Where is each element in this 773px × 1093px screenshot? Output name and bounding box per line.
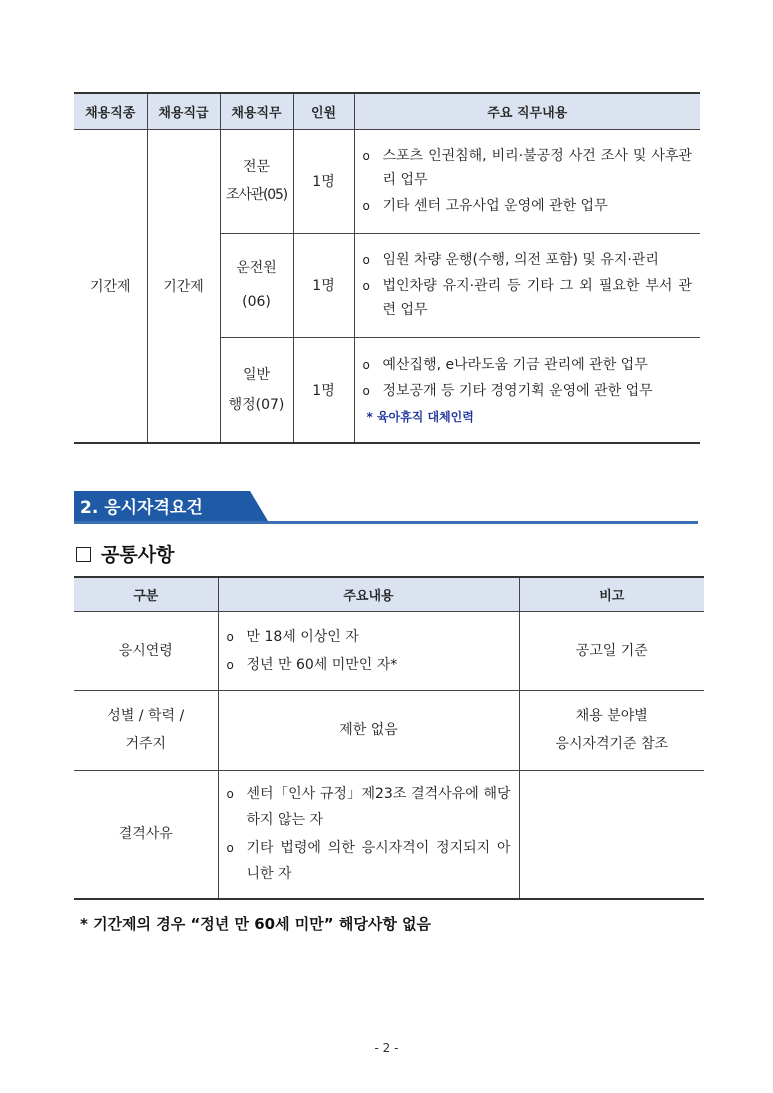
- list-item: [227, 652, 511, 678]
- bullet-icon: o: [362, 383, 370, 398]
- remark-line: 채용 분야별: [575, 708, 648, 724]
- job-duty-line: 운전원: [236, 260, 277, 276]
- table-row: [74, 690, 704, 770]
- category-line: 성별 / 학력 /: [107, 708, 185, 724]
- table-row: [74, 770, 704, 899]
- subsection-title: [76, 540, 174, 567]
- category-cell: [74, 690, 218, 770]
- bullet-icon: o: [362, 199, 370, 213]
- content-cell: [218, 611, 519, 690]
- job-grade-cell: 기간제: [147, 129, 220, 443]
- header-job-duty: 채용직무: [220, 93, 293, 129]
- duty-text: 임원 차량 운행(수행, 의전 포함) 및 유지·관리: [382, 252, 659, 268]
- duties-cell: [354, 337, 700, 443]
- list-item: [227, 624, 511, 650]
- duty-text: 법인차량 유지·관리 등 기타 그 외 필요한 부서 관련 업무: [382, 278, 692, 318]
- list-item: [227, 835, 511, 887]
- headcount-cell: 1명: [293, 129, 354, 233]
- bullet-icon: o: [362, 253, 370, 267]
- remark-cell: 공고일 기준: [519, 611, 704, 690]
- page-number: - 2 -: [374, 1041, 399, 1055]
- job-duty-line: 일반: [242, 366, 271, 383]
- job-duty-line: 조사관(05): [226, 187, 287, 203]
- bullet-icon: o: [362, 357, 370, 372]
- headcount-cell: 1명: [293, 337, 354, 443]
- list-item: [363, 274, 693, 322]
- content-cell: 제한 없음: [218, 690, 519, 770]
- bullet-icon: o: [226, 657, 234, 672]
- recruitment-table: [74, 92, 700, 444]
- list-item: [363, 248, 693, 272]
- headcount-cell: 1명: [293, 233, 354, 337]
- qualification-table: [74, 576, 704, 900]
- job-duty-line: 행정(07): [228, 396, 285, 413]
- category-cell: 응시연령: [74, 611, 218, 690]
- substitute-note: * 육아휴직 대체인력: [366, 409, 474, 424]
- header-content: 주요내용: [218, 577, 519, 611]
- remark-cell: [519, 770, 704, 899]
- table-row: [74, 129, 700, 233]
- header-category: 구분: [74, 577, 218, 611]
- category-line: 거주지: [125, 736, 167, 752]
- section-underline: [74, 521, 698, 524]
- list-item: [227, 781, 511, 833]
- content-text: 센터「인사 규정」제23조 결격사유에 해당하지 않는 자: [246, 786, 511, 829]
- header-job-grade: 채용직급: [147, 93, 220, 129]
- duties-cell: [354, 129, 700, 233]
- checkbox-square-icon: [76, 547, 91, 562]
- content-text: 기타 법령에 의한 응시자격이 정지되지 아니한 자: [246, 840, 511, 883]
- recruitment-table-header: [74, 93, 700, 129]
- qualification-table-header: [74, 577, 704, 611]
- list-item: [363, 353, 693, 377]
- job-type-cell: 기간제: [74, 129, 147, 443]
- content-text: 정년 만 60세 미만인 자*: [246, 656, 398, 673]
- bullet-icon: o: [226, 841, 234, 856]
- job-duty-line: (06): [242, 294, 271, 310]
- list-item: [363, 379, 693, 403]
- job-duty-line: 전문: [242, 159, 271, 175]
- job-duty-cell: [220, 337, 293, 443]
- bullet-icon: o: [362, 279, 370, 293]
- duty-text: 스포츠 인권침해, 비리·불공정 사건 조사 및 사후관리 업무: [382, 148, 692, 188]
- content-cell: [218, 770, 519, 899]
- header-main-duties: 주요 직무내용: [354, 93, 700, 129]
- header-headcount: 인원: [293, 93, 354, 129]
- job-duty-cell: [220, 233, 293, 337]
- bullet-icon: o: [362, 149, 370, 163]
- subsection-title-text: 공통사항: [101, 544, 175, 566]
- footnote: * 기간제의 경우 “정년 만 60세 미만” 해당사항 없음: [80, 915, 432, 933]
- header-remark: 비고: [519, 577, 704, 611]
- remark-cell: [519, 690, 704, 770]
- remark-line: 응시자격기준 참조: [555, 736, 669, 752]
- content-text: 만 18세 이상인 자: [246, 628, 359, 645]
- duties-cell: [354, 233, 700, 337]
- header-job-type: 채용직종: [74, 93, 147, 129]
- duty-text: 예산집행, e나라도움 기금 관리에 관한 업무: [382, 356, 648, 373]
- category-cell: 결격사유: [74, 770, 218, 899]
- bullet-icon: o: [226, 629, 234, 644]
- section-title: 2. 응시자격요건: [80, 498, 203, 518]
- bullet-icon: o: [226, 787, 234, 802]
- list-item: [363, 194, 693, 218]
- duty-text: 기타 센터 고유사업 운영에 관한 업무: [382, 198, 608, 214]
- job-duty-cell: [220, 129, 293, 233]
- duty-text: 정보공개 등 기타 경영기획 운영에 관한 업무: [382, 382, 653, 399]
- list-item: [363, 144, 693, 192]
- table-row: [74, 611, 704, 690]
